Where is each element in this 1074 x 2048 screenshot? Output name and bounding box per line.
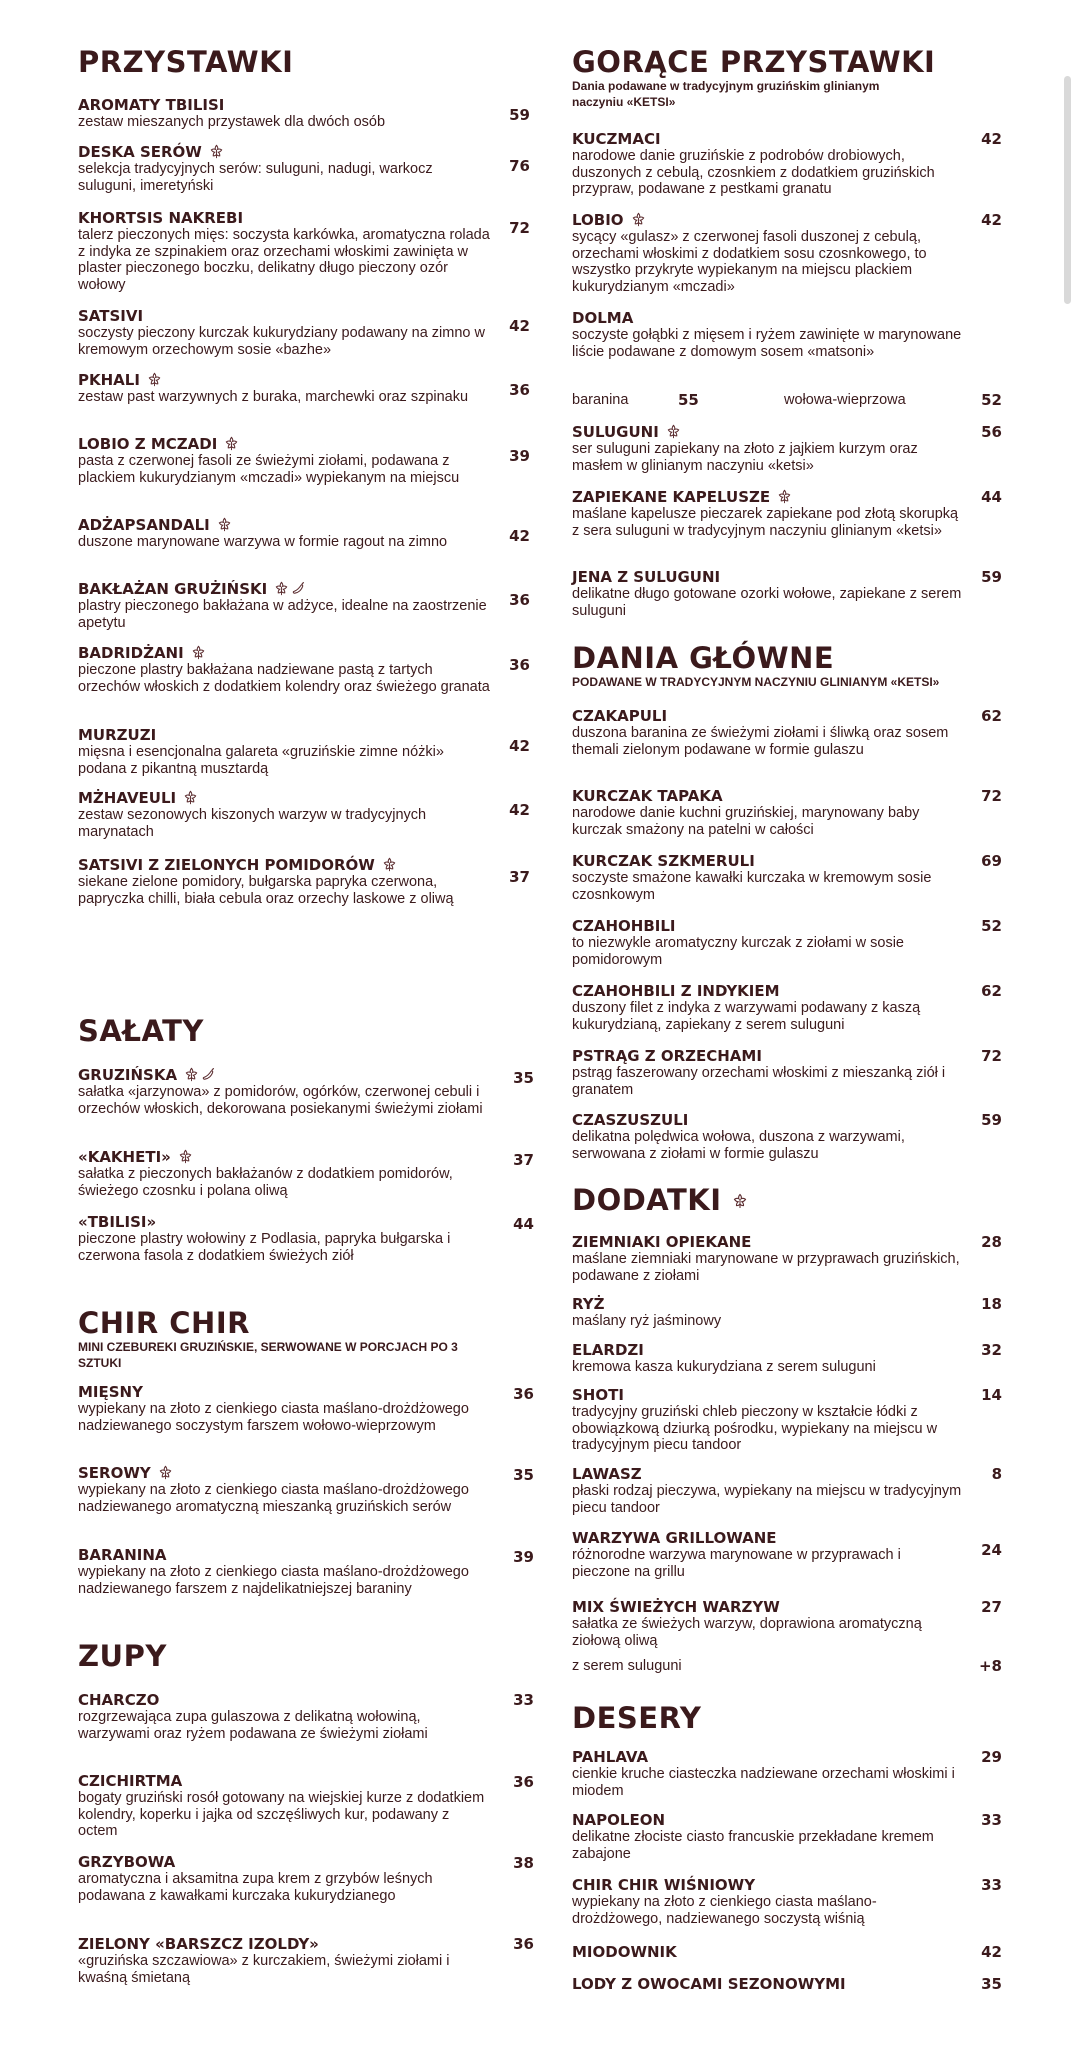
item-name: NAPOLEON (572, 1811, 666, 1829)
item-price: 59 (981, 568, 1002, 586)
menu-item (572, 1047, 1002, 1098)
menu-item (572, 1386, 1002, 1454)
item-price: 37 (513, 1151, 534, 1169)
menu-item (78, 435, 530, 486)
menu-item (78, 1148, 534, 1199)
item-name: RYŻ (572, 1295, 605, 1313)
item-price: 72 (981, 787, 1002, 805)
menu-item (78, 1213, 534, 1264)
option-label: baranina (572, 392, 629, 408)
menu-item (572, 488, 1002, 539)
item-desc: selekcja tradycyjnych serów: suluguni, nadugi, warkocz suluguni, imeretyński (78, 161, 433, 194)
item-name: SEROWY (78, 1464, 151, 1482)
menu-item (572, 1295, 1002, 1330)
item-desc: sycący «gulasz» z czerwonej fasoli duszonej z cebulą, orzechami włoskimi z dodatkiem sosu czosnkowego, to wszystko przykryte wypiekanym na miejscu plackiem kukurydzianym «mczadi» (572, 229, 927, 295)
section-desery (572, 1702, 1002, 1734)
item-name: ADŻAPSANDALI (78, 516, 210, 534)
item-price: 36 (513, 1935, 534, 1953)
item-name: BAKŁAŻAN GRUŻIŃSKI (78, 580, 268, 598)
item-price: 56 (981, 423, 1002, 441)
item-desc: zestaw mieszanych przystawek dla dwóch osób (78, 114, 386, 130)
item-price: 39 (513, 1548, 534, 1566)
menu-item (78, 1383, 534, 1434)
item-desc: soczysty pieczony kurczak kukurydziany podawany na zimno w kremowym orzechowym sosie «bazhe» (78, 325, 485, 358)
menu-item (78, 371, 530, 406)
vegetarian-leaf-icon (274, 581, 289, 596)
section-gorace (572, 46, 1002, 110)
section-title: DANIA GŁÓWNE (572, 641, 835, 675)
item-name: CZASZUSZULI (572, 1111, 689, 1129)
item-desc: zestaw past warzywnych z buraka, marchewki oraz szpinaku (78, 389, 469, 405)
menu-item (78, 1853, 534, 1904)
menu-item (572, 1233, 1002, 1284)
item-desc: aromatyczna i aksamitna zupa krem z grzybów leśnych podawana z kawałkami kurczaka kukurydzianego (78, 1871, 433, 1904)
item-desc: sałatka ze świeżych warzyw, doprawiona aromatyczną ziołową oliwą (572, 1616, 922, 1649)
item-desc: pasta z czerwonej fasoli ze świeżymi ziołami, podawana z plackiem kukurydzianym «mczadi» wypiekanym na miejscu (78, 453, 460, 486)
item-name: SATSIVI (78, 307, 144, 325)
menu-item (572, 1529, 1002, 1580)
menu-item (78, 96, 530, 131)
item-name: WARZYWA GRILLOWANE (572, 1529, 777, 1547)
item-name: BARANINA (78, 1546, 167, 1564)
item-desc: delikatne długo gotowane ozorki wołowe, zapiekane z serem suluguni (572, 586, 962, 619)
vegetarian-leaf-icon (382, 857, 397, 872)
item-name: CHIR CHIR WIŚNIOWY (572, 1876, 756, 1894)
menu-item (572, 787, 1002, 838)
vegetarian-leaf-icon (178, 1149, 193, 1164)
item-name: BADRIDŻANI (78, 644, 184, 662)
section-subtitle: MINI CZEBUREKI GRUZIŃSKIE, SERWOWANE W PORCJACH PO 3 SZTUKI (78, 1340, 458, 1370)
item-desc: duszone marynowane warzywa w formie ragout na zimno (78, 534, 448, 550)
item-desc: ser suluguni zapiekany na złoto z jajkiem kurzym oraz masłem w glinianym naczyniu «ketsi» (572, 441, 918, 474)
menu-item (78, 209, 530, 293)
item-desc: narodowe danie gruzińskie z podrobów drobiowych, duszonych z cebulą, czosnkiem z dodatkiem gruzińskich przypraw, podawane z pestkami granatu (572, 148, 935, 197)
item-price: 72 (981, 1047, 1002, 1065)
item-desc: duszony filet z indyka z warzywami podawany z kaszą kukurydzianą, zapiekany z serem suluguni (572, 1000, 921, 1033)
vegetarian-leaf-icon (666, 424, 681, 439)
item-name: MURZUZI (78, 726, 157, 744)
item-name: «TBILISI» (78, 1213, 157, 1231)
item-desc: delikatna polędwica wołowa, duszona z warzywami, serwowana z ziołami w formie gulaszu (572, 1129, 905, 1162)
item-price: 8 (991, 1465, 1002, 1483)
item-name: KURCZAK TAPAKA (572, 787, 723, 805)
menu-item (572, 852, 1002, 903)
item-price: 32 (981, 1341, 1002, 1359)
item-name: MIX ŚWIEŻYCH WARZYW (572, 1598, 780, 1616)
section-przystawki (78, 46, 530, 78)
item-price: 72 (509, 219, 530, 237)
item-name: LOBIO Z MCZADI (78, 435, 218, 453)
menu-item (572, 1111, 1002, 1162)
section-subtitle: PODAWANE W TRADYCYJNYM NACZYNIU GLINIANYM «KETSI» (572, 675, 940, 689)
item-price: 33 (981, 1876, 1002, 1894)
item-price: 33 (513, 1691, 534, 1709)
section-title: CHIR CHIR (78, 1306, 250, 1340)
item-price: 35 (981, 1975, 1002, 1993)
item-desc: sałatka «jarzynowa» z pomidorów, ogórków, czerwonej cebuli i orzechów włoskich, dekorowana posiekanymi świeżymi ziołami (78, 1084, 483, 1117)
scrollbar[interactable] (1064, 76, 1071, 304)
item-price: 14 (981, 1386, 1002, 1404)
vegetarian-leaf-icon (191, 645, 206, 660)
menu-item (78, 1772, 534, 1840)
item-price: 62 (981, 982, 1002, 1000)
item-name: LOBIO (572, 211, 624, 229)
item-name: AROMATY TBILISI (78, 96, 225, 114)
vegetarian-leaf-icon (217, 517, 232, 532)
item-name: CZAKAPULI (572, 707, 668, 725)
menu-item (572, 707, 1002, 758)
item-name: JENA Z SULUGUNI (572, 568, 721, 586)
item-price: 18 (981, 1295, 1002, 1313)
vegetarian-leaf-icon (777, 489, 792, 504)
item-desc: plastry pieczonego bakłażana w adżyce, idealne na zaostrzenie apetytu (78, 598, 487, 631)
menu-item (78, 856, 530, 907)
item-price: 62 (981, 707, 1002, 725)
item-desc: maślane kapelusze pieczarek zapiekane pod złotą skorupką z sera suluguni w tradycyjnym naczyniu glinianym «ketsi» (572, 506, 959, 539)
item-desc: wypiekany na złoto z cienkiego ciasta maślano-drożdżowego nadziewanego soczystym farszem wołowo-wieprzowym (78, 1401, 469, 1434)
item-price: 69 (981, 852, 1002, 870)
menu-item (572, 130, 1002, 198)
section-title: DODATKI (572, 1183, 722, 1217)
item-desc: delikatne złociste ciasto francuskie przekładane kremem zabajone (572, 1829, 934, 1862)
menu-item (78, 516, 530, 551)
item-desc: cienkie kruche ciasteczka nadziewane orzechami włoskimi i miodem (572, 1766, 955, 1799)
item-desc: siekane zielone pomidory, bułgarska papryka czerwona, papryczka chilli, biała cebula oraz orzechy laskowe z oliwą (78, 874, 454, 907)
menu-item (572, 982, 1002, 1033)
section-title: GORĄCE PRZYSTAWKI (572, 45, 936, 79)
item-price: 36 (513, 1773, 534, 1791)
section-glowne (572, 642, 1002, 690)
item-desc: pstrąg faszerowany orzechami włoskimi z mieszanką ziół i granatem (572, 1065, 946, 1098)
item-name: PSTRĄG Z ORZECHAMI (572, 1047, 762, 1065)
item-price: 33 (981, 1811, 1002, 1829)
menu-item (78, 580, 530, 631)
item-price: 42 (509, 527, 530, 545)
item-price: 59 (509, 106, 530, 124)
item-price: 42 (509, 317, 530, 335)
vegetarian-leaf-icon (209, 144, 224, 159)
section-title: PRZYSTAWKI (78, 45, 294, 79)
item-name: PKHALI (78, 371, 140, 389)
section-dodatki (572, 1184, 1002, 1216)
section-title: ZUPY (78, 1639, 167, 1673)
item-name: ZIELONY «BARSZCZ IZOLDY» (78, 1935, 319, 1953)
item-name: «KAKHETI» (78, 1148, 171, 1166)
item-price: 44 (981, 488, 1002, 506)
item-price: 28 (981, 1233, 1002, 1251)
section-chirchir (78, 1307, 530, 1371)
menu-item (572, 1943, 1002, 1961)
item-desc: bogaty gruziński rosół gotowany na wiejskiej kurze z dodatkiem kolendry, koperku i jajka od szczęśliwych kur, podawany z octem (78, 1790, 485, 1839)
option-label: wołowa-wieprzowa (784, 392, 906, 408)
item-desc: pieczone plastry bakłażana nadziewane pastą z tartych orzechów włoskich z dodatkiem kolendry oraz świeżego granata (78, 662, 490, 695)
vegetarian-leaf-icon (732, 1193, 748, 1209)
item-name: CZAHOHBILI (572, 917, 676, 935)
item-price: 42 (509, 801, 530, 819)
menu-item (572, 423, 1002, 474)
item-price: 76 (509, 157, 530, 175)
spicy-pepper-icon (201, 1067, 216, 1082)
item-price: 36 (513, 1385, 534, 1403)
vegetarian-leaf-icon (224, 436, 239, 451)
option-price: 52 (981, 391, 1002, 409)
menu-item (572, 309, 1002, 360)
menu-item (78, 1066, 534, 1117)
item-price: 42 (981, 130, 1002, 148)
item-price: 36 (509, 656, 530, 674)
item-desc: różnorodne warzywa marynowane w przyprawach i pieczone na grillu (572, 1547, 901, 1580)
item-price: 39 (509, 447, 530, 465)
item-name: ZIEMNIAKI OPIEKANE (572, 1233, 752, 1251)
item-name: CZICHIRTMA (78, 1772, 183, 1790)
spicy-pepper-icon (291, 581, 306, 596)
item-desc: «gruzińska szczawiowa» z kurczakiem, świeżymi ziołami i kwaśną śmietaną (78, 1953, 450, 1986)
menu-item (572, 1975, 1002, 1993)
item-price: 24 (981, 1541, 1002, 1559)
item-price: 36 (509, 381, 530, 399)
item-desc: pieczone plastry wołowiny z Podlasia, papryka bułgarska i czerwona fasola z dodatkiem świeżych ziół (78, 1231, 451, 1264)
item-desc: tradycyjny gruziński chleb pieczony w kształcie łódki z obowiązkową dziurką pośrodku, wypiekany na miejscu w tradycyjnym piecu tandoor (572, 1404, 938, 1453)
extra-price: +8 (978, 1657, 1002, 1675)
menu-item (78, 789, 530, 840)
menu-item (572, 1811, 1002, 1862)
menu-item (572, 1341, 1002, 1376)
item-desc: maślane ziemniaki marynowane w przyprawach gruzińskich, podawane z ziołami (572, 1251, 960, 1284)
vegetarian-leaf-icon (183, 790, 198, 805)
section-title: DESERY (572, 1701, 702, 1735)
menu-item (572, 1598, 1002, 1649)
menu-item (572, 1876, 1002, 1927)
section-subtitle: Dania podawane w tradycyjnym gruzińskim glinianym naczyniu «KETSI» (572, 79, 880, 109)
item-name: LAWASZ (572, 1465, 642, 1483)
item-name: ELARDZI (572, 1341, 644, 1359)
menu-item (572, 568, 1002, 619)
item-desc: rozgrzewająca zupa gulaszowa z delikatną wołowiną, warzywami oraz ryżem podawana ze świeżymi ziołami (78, 1709, 428, 1742)
vegetarian-leaf-icon (631, 212, 646, 227)
item-desc: narodowe danie kuchni gruzińskiej, marynowany baby kurczak smażony na patelni w całości (572, 805, 920, 838)
menu-item (78, 307, 530, 358)
item-price: 29 (981, 1748, 1002, 1766)
item-price: 37 (509, 868, 530, 886)
item-name: LODY Z OWOCAMI SEZONOWYMI (572, 1975, 846, 1993)
item-desc: wypiekany na złoto z cienkiego ciasta maślano-drożdżowego nadziewanego farszem z najdelikatniejszej baraniny (78, 1564, 469, 1597)
item-desc: talerz pieczonych mięs: soczysta karkówka, aromatyczna rolada z indyka ze szpinakiem oraz orzechami włoskimi zawinięta w plaster pieczonego boczku, delikatny długo pieczony ozór wołowy (78, 227, 490, 293)
item-price: 59 (981, 1111, 1002, 1129)
menu-item (572, 211, 1002, 295)
item-desc: to niezwykle aromatyczny kurczak z ziołami w sosie pomidorowym (572, 935, 904, 968)
item-name: CHARCZO (78, 1691, 160, 1709)
menu-item (78, 1546, 534, 1597)
menu-item (78, 143, 530, 194)
item-name: ZAPIEKANE KAPELUSZE (572, 488, 771, 506)
vegetarian-leaf-icon (158, 1465, 173, 1480)
item-name: PAHLAVA (572, 1748, 649, 1766)
item-price: 52 (981, 917, 1002, 935)
menu-item (78, 1935, 534, 1986)
menu-item (572, 917, 1002, 968)
item-desc: soczyste gołąbki z mięsem i ryżem zawinięte w marynowane liście podawane z domowym sosem «matsoni» (572, 327, 962, 360)
item-desc: maślany ryż jaśminowy (572, 1313, 722, 1329)
menu-item (78, 1464, 534, 1515)
item-name: KHORTSIS NAKREBI (78, 209, 244, 227)
item-price: 36 (509, 591, 530, 609)
item-desc: kremowa kasza kukurydziana z serem suluguni (572, 1359, 876, 1375)
item-desc: wypiekany na złoto z cienkiego ciasta maślano-drożdżowego, nadziewanego soczystą wiśnią (572, 1894, 877, 1927)
item-desc: sałatka z pieczonych bakłażanów z dodatkiem pomidorów, świeżego czosnku i polana oliwą (78, 1166, 453, 1199)
menu-item (78, 726, 530, 777)
item-desc: mięsna i esencjonalna galareta «gruzińskie zimne nóżki» podana z pikantną musztardą (78, 744, 444, 777)
item-name: SHOTI (572, 1386, 624, 1404)
item-name: SULUGUNI (572, 423, 659, 441)
item-desc: duszona baranina ze świeżymi ziołami i śliwką oraz sosem themali zielonym podawane w formie gulaszu (572, 725, 949, 758)
item-price: 42 (981, 211, 1002, 229)
item-price: 42 (509, 737, 530, 755)
item-name: GRZYBOWA (78, 1853, 176, 1871)
item-name: KUCZMACI (572, 130, 661, 148)
item-price: 42 (981, 1943, 1002, 1961)
extra-option (572, 1657, 1002, 1675)
extra-label: z serem suluguni (572, 1658, 682, 1674)
menu-item (78, 644, 530, 695)
vegetarian-leaf-icon (147, 372, 162, 387)
item-name: MIĘSNY (78, 1383, 143, 1401)
item-name: MŻHAVEULI (78, 789, 177, 807)
menu-item (572, 1748, 1002, 1799)
vegetarian-leaf-icon (184, 1067, 199, 1082)
item-name: SATSIVI Z ZIELONYCH POMIDORÓW (78, 856, 375, 874)
item-desc: soczyste smażone kawałki kurczaka w kremowym sosie czosnkowym (572, 870, 932, 903)
item-name: GRUZIŃSKA (78, 1066, 178, 1084)
item-name: DESKA SERÓW (78, 143, 202, 161)
item-name: CZAHOHBILI Z INDYKIEM (572, 982, 780, 1000)
item-name: KURCZAK SZKMERULI (572, 852, 755, 870)
item-desc: płaski rodzaj pieczywa, wypiekany na miejscu w tradycyjnym piecu tandoor (572, 1483, 962, 1516)
item-price: 44 (513, 1215, 534, 1233)
item-desc: zestaw sezonowych kiszonych warzyw w tradycyjnych marynatach (78, 807, 427, 840)
item-desc: wypiekany na złoto z cienkiego ciasta maślano-drożdżowego nadziewanego aromatyczną mieszanką gruzińskich serów (78, 1482, 469, 1515)
item-price: 35 (513, 1069, 534, 1087)
menu-item (78, 1691, 534, 1742)
item-name: DOLMA (572, 309, 634, 327)
item-price: 27 (981, 1598, 1002, 1616)
section-salaty (78, 1015, 530, 1047)
section-zupy (78, 1640, 530, 1672)
option-price: 55 (678, 391, 699, 409)
item-price: 35 (513, 1466, 534, 1484)
section-title: SAŁATY (78, 1014, 204, 1048)
menu-item (572, 1465, 1002, 1516)
item-name: MIODOWNIK (572, 1943, 677, 1961)
item-price: 38 (513, 1854, 534, 1872)
